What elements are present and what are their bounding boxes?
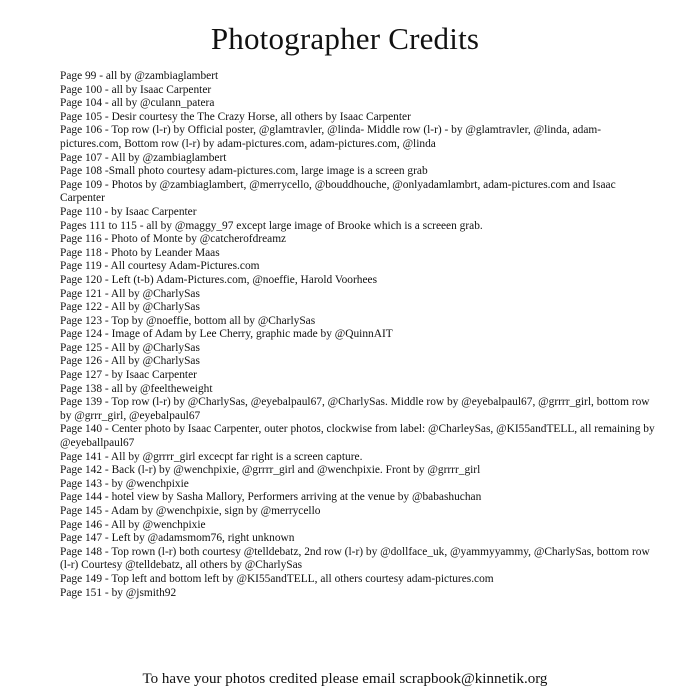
credit-line: Page 106 - Top row (l-r) by Official poster, @glamtravler, @linda- Middle row (l-r) - by @glamtravler, @linda, adam-pictures.com, Bottom row (l-r) by adam-pictures.com, adam-pictures.com, @linda (60, 124, 602, 150)
credit-line: Page 123 - Top by @noeffie, bottom all by @CharlySas (60, 314, 316, 327)
credit-line: Page 121 - All by @CharlySas (60, 287, 200, 300)
credit-line: Page 141 - All by @grrrr_girl excecpt far right is a screen capture. (60, 450, 363, 463)
credit-line: Page 108 -Small photo courtesy adam-pictures.com, large image is a screen grab (60, 165, 428, 178)
credit-line: Page 145 - Adam by @wenchpixie, sign by @merrycello (60, 505, 321, 517)
credit-line: Page 151 - by @jsmith92 (60, 586, 177, 599)
credit-line: Page 124 - Image of Adam by Lee Cherry, graphic made by @QuinnAIT (60, 328, 393, 341)
credit-line: Page 126 - All by @CharlySas (60, 355, 200, 368)
credit-line: Page 138 - all by @feeltheweight (60, 382, 213, 395)
credit-line: Page 118 - Photo by Leander Maas (60, 246, 220, 259)
credit-line: Page 148 - Top rown (l-r) both courtesy @telldebatz, 2nd row (l-r) by @dollface_uk, @yammyyammy, @CharlySas, bottom row (l-r) Courtesy @telldebatz, all others by @CharlySas (60, 545, 650, 572)
credit-line: Page 125 - All by @CharlySas (60, 341, 200, 354)
credit-line: Page 109 - Photos by @zambiaglambert, @merrycello, @bouddhouche, @onlyadamlambrt, adam-pictures.com and Isaac Carpenter (60, 178, 616, 205)
credit-line: Page 107 - All by @zambiaglambert (60, 151, 227, 164)
credit-line: Page 116 - Photo of Monte by @catcherofdreamz (60, 233, 287, 246)
credit-line: Page 119 - All courtesy Adam-Pictures.com (60, 260, 260, 273)
credit-line: Page 105 - Desir courtesy the The Crazy Horse, all others by Isaac Carpenter (60, 110, 411, 123)
credit-line: Page 146 - All by @wenchpixie (60, 518, 206, 531)
credit-line: Page 144 - hotel view by Sasha Mallory, Performers arriving at the venue by @babashuchan (60, 491, 482, 504)
credit-line: Page 120 - Left (t-b) Adam-Pictures.com, @noeffie, Harold Voorhees (60, 273, 378, 286)
page-title: Photographer Credits (210, 21, 480, 56)
credit-line: Page 110 - by Isaac Carpenter (60, 205, 197, 218)
credit-line: Page 147 - Left by @adamsmom76, right unknown (60, 532, 295, 545)
credit-line: Page 143 - by @wenchpixie (60, 477, 189, 490)
credit-line: Pages 111 to 115 - all by @maggy_97 except large image of Brooke which is a screeen grab. (60, 219, 483, 232)
credit-line: Page 149 - Top left and bottom left by @KI55andTELL, all others courtesy adam-pictures.com (60, 572, 494, 585)
credit-line: Page 140 - Center photo by Isaac Carpenter, outer photos, clockwise from label: @CharleySas, @KI55andTELL, all remaining by @eyeballpaul67 (60, 423, 655, 450)
credit-line: Page 139 - Top row (l-r) by @CharlySas, @eyebalpaul67, @CharlySas. Middle row by @eyebalpaul67, @grrrr_girl, bottom row by @grrr_girl, @eyebalpaul67 (60, 396, 650, 422)
credit-line: Page 100 - all by Isaac Carpenter (60, 83, 212, 96)
credit-line: Page 142 - Back (l-r) by @wenchpixie, @grrrr_girl and @wenchpixie. Front by @grrrr_girl (60, 464, 481, 477)
credit-line: Page 104 - all by @culann_patera (60, 97, 215, 110)
footer-note: To have your photos credited please email scrapbook@kinnetik.org (142, 671, 548, 687)
credit-line: Page 122 - All by @CharlySas (60, 301, 200, 314)
credit-line: Page 99 - all by @zambiaglambert (60, 70, 219, 82)
credit-line: Page 127 - by Isaac Carpenter (60, 369, 197, 382)
credits-list (60, 70, 660, 600)
